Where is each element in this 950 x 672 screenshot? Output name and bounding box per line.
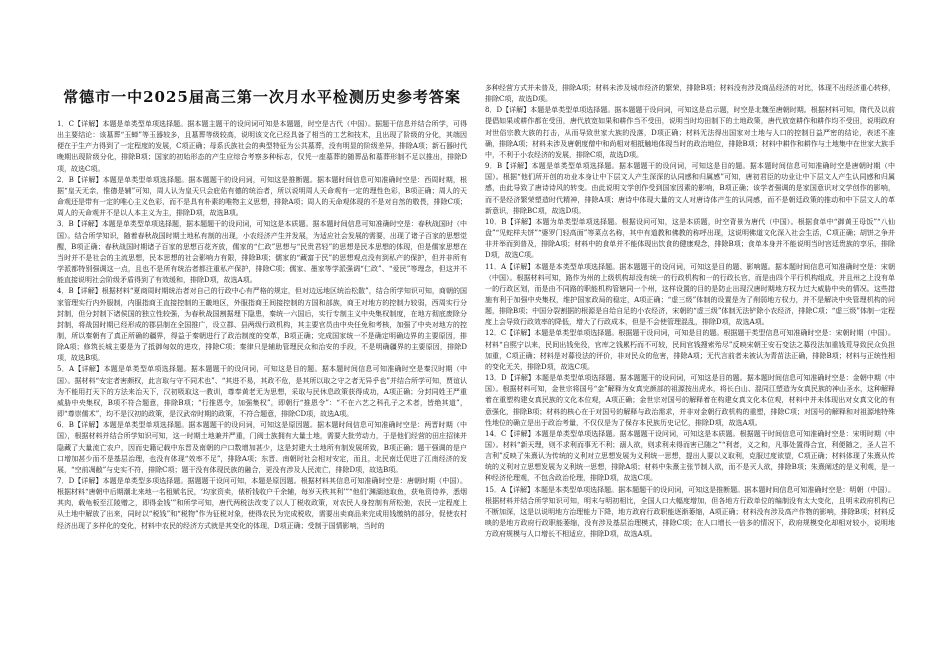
right-column-body (485, 83, 895, 540)
answer-paragraph: 6．B【详解】本题是单类型单项选择题。据本题题干的设问词，可知这是原因题。据本题时间信息可知准确时空是：两晋时期（中国），根据材料并结合所学知识可知，这一时期土地兼并严重，门阀士族拥有大量土地，需要大批劳动力，于是他们经营的田庄招徕并隐藏了大量流亡农户，因而史籍记载中东晋及南朝的户口数增加甚少，这是封建大土地所有制发展所致，B项正确；题干强调的是户口增加甚少而不是基层治理，也没有体现“效率不足”，排除A项；东晋、南朝时社会相对安定，而且，北民南迁促进了江南经济的发展，“空前凋敝”与史实不符，排除C项；题干没有体现民族的融合，更没有涉及人民流亡，排除D项，故选B项。 (57, 421, 467, 474)
answer-paragraph: 3．B【详解】本题是单类型单项选择题，据本题题干的设问词，可知这是本质题。据本题时间信息可知准确时空是：春秋战国时（中国）。结合所学知识，随着春秋战国时期土地私有制的出现，小农经济产生并发展，为适应社会发展的需要，出现了诸子百家的思想觉醒，B项正确；春秋战国时期诸子百家的思想百花齐放，儒家的“仁政”思想与“民贵君轻”的思想是民本思想的体现，但是儒家思想在当时并不是社会的主流思想，民本思想的社会影响力有限，排除B项；儒家的“藏富于民”的思想观点没有到私产的保护，但并非所有学派都特别强调这一点，且也不是所有统治者都注重私产保护，排除C项；儒家、墨家等学派强调“仁政”、“爱民”等理念，但这并不能直接说明社会阶级矛盾得到了有效缓和，排除D项，故选A项。 (57, 220, 467, 285)
answer-paragraph: 多种经营方式并未普及，排除A项；材料未涉及城市经济的繁荣，排除B项；材料没有涉及商品经济的对比，体现不出经济重心转移，排除C项，故选D项。 (485, 84, 895, 104)
answer-paragraph: 1．C【详解】本题是单类型单项选择题。据本题主题干的设问词可知是本题题，时空是古代（中国）。据题干信息并结合所学，可得出主要结论：该墓葬“玉蝉”等玉器较多，且墓葬等级较高，说明该文化已经具备了相当的工艺和技术，且出现了阶级的分化，其端因便在于生产力得到了一定程度的发展，C项正确；母系氏族社会的典型特征为公共墓葬，没有明显的阶级差异，排除A项；新石器时代晚期出现阶级分化，排除B项；国家的初始形态的产生应综合考察多种标志，仅凭一座墓葬的随葬品和墓葬形制不足以推出，排除D项，故选C项。 (57, 120, 467, 173)
answer-paragraph: 5．A【详解】本题是单类型单项选择题。据本题题干的设问词，可知这是目的题。据本题时间信息可知准确时空是秦汉时期（中国）。据材料“安定者害颇权，此言取与守不同术也”、“其进不易，其政不危，是其所以取之守之者无异乎也”并结合所学可知，贾谊认为不能用打天下的方法来治天下，汉初吸取这一教训，尊奉黄老无为思想，采取与民休息政策获得成功，A项正确；分封同姓王严重威胁中央集权，B项不符合题意，排除B项；“行推恩令，加强集权”，即朝行“推恩令”：“不在六艺之科孔子之术者，皆绝其道”，即“尊崇儒术”，均不是汉初的政策，是汉武帝时期的政策，不符合题意，排除CD项，故选A项。 (57, 365, 467, 419)
answer-paragraph: 12．C【详解】本题是单类型单项选择题。根据题干设问词，可知是目的题。根据题干类型信息可知准确时空是：宋朝时期（中国）。材料“自熙宁以来，民间出钱免役，官库之钱累朽而不可较，民间官钱搜索殆尽”反映宋朝王安石变法之募役法加重钱荒导致民众负担加重，C项正确；材料是对募役法的评价，非对民众的危害，排除A项；无代言前者未被认为青苗法正确，排除B项；材料与正统性相的变化无关，排除D项，故选C项。 (485, 329, 895, 371)
answer-paragraph: 15．A【详解】本题是本类型单项选择题。据本题题干的设问词，可知这是推断题。据本题时间信息可知准确时空是：明朝（中国）。根据材料并结合所学知识可知，明末与明初相比，全国人口大幅度增加，但各地方行政单位的编制没有太大变化，且明末政府机构已不断加深，这是以说明地方治理能力下降，地方政府行政职能逐渐萎缩，A项正确；材料没有涉及高产作物的影响，排除B项；材料反映的是地方政府行政职能萎缩，没有涉及基层治理模式，排除C项；在人口增长一倍多的情况下，政府规模变化却相对较小，说明地方政府规模与人口增长不相适应，排除D项，故选A项。 (485, 485, 895, 539)
answer-paragraph: 9．B【详解】本题是单类型单项选择题。据本题题干的设问词，可知这是目的题。据本题时间信息可知准确时空是唐朝时期（中国）。根据“他们所开创的功业本身让中下层文人产生深深的认同感和归属感”可知，唐初君臣的功业让中下层文人产生认同感和归属感，由此导致了唐诗诗风的转变。由此说明文学创作受到国家因素的影响，B项正确；该学者强调的是家国意识对文学创作的影响，而不是经济繁荣塑造时代精神，排除A项；唐诗中体现大量的文人对唐诗体产生的认同感，而不是朝廷政策的推动和中下层文人的革新意识，排除BC项，故选D项。 (485, 162, 895, 215)
left-column-body (57, 119, 467, 532)
answer-paragraph: 14．C【详解】本题是单类型单项选择题。据本题题干设问词，可知这是本质题。根据题干时间信息可知准确时空是：宋明时期（中国）。材料“新天理，则不求利而事无不利；溺人欲，则求利未得而害已随之”“利者，义之和，凡事处置得合宜，利便随之，圣人岂不言利”反映了朱熹认为传统的义利对立思想发展为义利统一思想，提出人要以义取利，克服过度欲望，C项正确；材料体现了朱熹从传统的义利对立思想发展为义利统一思想，排除A项；材料中朱熹主张节制人欲，而不是灭人欲，排除B项；朱熹阐述的是义利观，是一种经济伦理观，不包含政治伦理，排除D项，故选C项。 (485, 429, 895, 483)
answer-paragraph: 2．B【详解】本题是单类型单项选择题。据本题题干的设问词，可知这是推断题。据本题时间信息可知准确时空是：西周时期，根据“皇天无亲，惟德是辅”可知，周人认为皇天只会庇佑有德的统治者，所以说明周人天命观有一定的理性色彩，B项正确；周人的天命观还是带有一定的唯心主义色彩，而不是具有朴素的唯物主义思想，排除A项；周人的天命观体现的不是对自然的敬畏，排除C项；周人的天命观并不是以人本主义为主，排除D项，故选B项。 (57, 175, 467, 218)
answer-paragraph: 13．D【详解】本题是单类型单项选择题。据本题题干的设问词，可知这是目的题。据本题时间信息可知准确时空是：金朝中期（中国）。根据材料可知，金世宗将国号“金”解释为女真完颜部的祖源按出虎水，将长白山、混同江塑造为女真民族的神山圣水，这种解释着在重塑构建女真民族的文化本位观，A项正确；金世宗对国号的解释着在构建女真文化本位观，材料中并未体现出对女真文化的有意强化，排除B项；材料的核心在于对国号的解释与政治需求，并非对金朝行政机构的重塑，排除C项；对国号的解释和对祖源地特殊性地位的确立是出于政治考量，不仅仅是为了保存本民族历史记忆，排除D项，故选A项。 (485, 374, 895, 427)
answer-paragraph: 11．A【详解】本题是本类型单项选择题。据本题题干的设问词，可知这是目的题、影响题。据本题时间信息可知准确时空是：宋朝（中国）。根据材料可知，路作为州的上级机构却没有统一的行政机构和一的行政长官，而是由四个平行机构组成，并且州之上没有单一的行政区划，而是由不同路的职能机构管辖同一个州，这样设置的目的是防止出现汉唐时期地方权力过大威胁中央的情况。这些措施有利于加强中央集权，维护国家政局的稳定，A项正确；“虚三级”体制的设置是为了削弱地方权力，并不是解决中央管理机构的问题，排除B项；中国分裂割据的根源是自给自足的小农经济，宋朝的“虚三级”体制无法铲除小农经济，排除C项；“虚三级”体制一定程度上会导致行政效率的降低，增大了行政成本，但是不会使管理混乱，排除D项，故选A项。 (485, 262, 895, 327)
answer-paragraph: 4．B【详解】根据材料“夏商周时期统治者对自己的行政中心有严格的规定，但对边远地区统治松散”，结合所学知识可知，商朝的国家管理实行内外服制，内服指商王直接控制的王畿地区，外服指商王间接控制的方国和部族，商王对地方的控制力较弱，西周实行分封制，但分封制下诸侯国的独立性较强，为春秋战国割据埋下隐患，秦统一六国后，实行专制主义中央集权制度，在地方彻底废除分封制，将战国时期已经形成的郡县制在全国推广，设立郡、县两级行政机构，其主要官员由中央任免和考核，加强了中央对地方的控制，所以秦朝有了真正所确的疆界，得益于秦朝进行了政治制度的变革，B项正确；完成国家统一不是确定明确边界的主要原因，排除A项；修筑长城主要是为了抵御匈奴的进攻，排除C项；秦律只是辅助管理民众和治安的手段，不是明确疆界的主要原因，排除D项，故选B项。 (57, 287, 467, 363)
right-column (485, 0, 895, 672)
page-title: 常德市一中2025届高三第一次月水平检测历史参考答案 (63, 88, 461, 106)
answer-paragraph: 7．D【详解】本题是单类型多项选择题。据题题干设问可知，本题是原因题。根据材料其信息可知准确时空是：唐朝时期（中国）。根据材料“唐朝中后期潮北来地一名租赋名民，‘均家资卖，俵析钱收户千余辅，每岁天秩其利’”“他们‘渊湖池取鱼，获龟资侍养，悉烟其肉，载龟板至江陵赠之，即得金钱’”和所学可知，唐代两税法改变了以人丁税收政策，对农民人身控制有所松弛，农民一定程度上从土地中解放了出来，同时以“税钱”和“税物”作为征税对象，使得农民为完成税收，需要出卖商品来完成用钱缴纳的部分，促使农村经济出现了多样化的变化，材料中农民的经济方式就是其变化的体现，D项正确；受制于国情影响，当时的 (57, 477, 467, 530)
left-column (57, 0, 467, 672)
answer-paragraph: 10．B【详解】本题为单类型单项选择题。根据设问可知，这是本质题，时空背景为唐代（中国）。根据食单中“御黄王母饭”“八仙盘”“见蛇样夫饼”“婆罗门轻高面”等菜点名称，其中有道教和佛教的称呼出现，这说明佛道文化深入社会生活，C项正确；胡饼之争并非并举而到普及，排除A项；材料中的食单并不能体现出饮食的健康观念，排除B项；食单本身并不能说明当时宫廷贵族的享乐，排除D项，故选C项。 (485, 217, 895, 260)
answer-paragraph: 8．D【详解】本题是单类型单项选择题。据本题题干设问词，可知这是启示题，时空是北魏至唐朝时期。根据材料可知，隋代及以前提倡如果或耕作都在受田，唐代放宽如果和耕作当不受田，说明当时均田制下的土地政策，唐代放宽耕作和耕作均不受田，说明政府对世俗宗教大族的打击，从而导致世家大族的没落，D项正确；材料无法得出国家对土地与人口的控制日益严密的结论，表述不准确，排除A项；材料未涉及唐朝度僧中和尚相对相抵触地体现当时的政治地位，排除B项；材料中耕作和耕作与土地集中在世家大族手中，不利于小农经济的发展，排除C项，故选D项。 (485, 106, 895, 159)
